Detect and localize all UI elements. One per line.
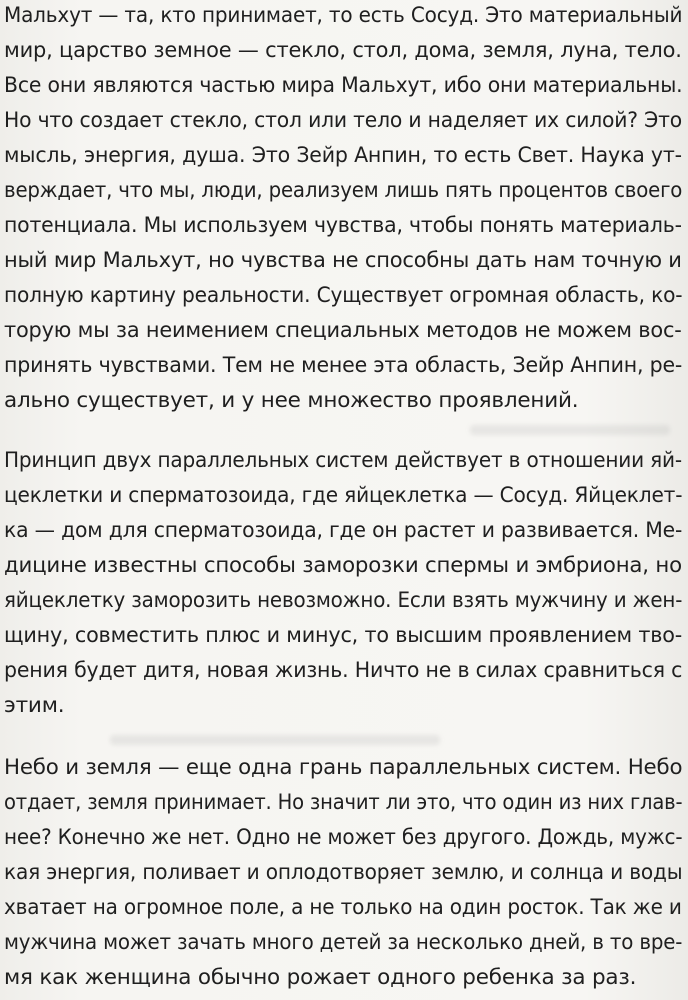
text-line: этим. (4, 693, 65, 718)
text-line: яйцеклетку заморозить невозможно. Если взять мужчину и жен- (4, 588, 683, 613)
text-line: хватает на огромное поле, а не только на один росток. Так же и (4, 895, 682, 920)
text-line: щину, совместить плюс и минус, то высшим проявлением тво- (4, 623, 683, 648)
text-line: потенциала. Мы используем чувства, чтобы понять материаль- (4, 213, 682, 238)
text-line: ный мир Мальхут, но чувства не способны дать нам точную и (4, 248, 682, 273)
text-line: мя как женщина обычно рожает одного ребенка за раз. (4, 965, 637, 990)
text-line: Мальхут — та, кто принимает, то есть Сосуд. Это материальный (4, 3, 683, 28)
text-line: Принцип двух параллельных систем действует в отношении яй- (4, 448, 682, 473)
bleed-through-mark (110, 735, 440, 745)
text-line: торую мы за неимением специальных методов не можем вос- (4, 318, 682, 343)
text-line: мужчина может зачать много детей за несколько дней, в то вре- (4, 930, 683, 955)
text-line: рения будет дитя, новая жизнь. Ничто не в силах сравниться с (4, 658, 683, 683)
bleed-through-mark (470, 425, 670, 435)
text-line: принять чувствами. Тем не менее эта область, Зейр Анпин, ре- (4, 353, 683, 378)
text-line: верждает, что мы, люди, реализуем лишь пять процентов своего (4, 178, 683, 203)
text-line: Но что создает стекло, стол или тело и наделяет их силой? Это (4, 108, 682, 133)
text-line: нее? Конечно же нет. Одно не может без другого. Дождь, мужс- (4, 825, 683, 850)
text-line: Небо и земля — еще одна грань параллельных систем. Небо (4, 755, 683, 780)
text-line: кая энергия, поливает и оплодотворяет землю, и солнца и воды (4, 860, 683, 885)
text-line: цеклетки и сперматозоида, где яйцеклетка — Сосуд. Яйцеклет- (4, 483, 683, 508)
text-line: полную картину реальности. Существует огромная область, ко- (4, 283, 683, 308)
text-line: отдает, земля принимает. Но значит ли это, что один из них глав- (4, 790, 683, 815)
text-line: мир, царство земное — стекло, стол, дома, земля, луна, тело. (4, 38, 682, 63)
text-line: ка — дом для сперматозоида, где он растет и развивается. Ме- (4, 518, 683, 543)
text-line: мысль, энергия, душа. Это Зейр Анпин, то есть Свет. Наука ут- (4, 143, 682, 168)
text-line: Все они являются частью мира Мальхут, ибо они материальны. (4, 73, 683, 98)
text-line: дицине известны способы заморозки спермы и эмбриона, но (4, 553, 682, 578)
text-line: ально существует, и у нее множество проявлений. (4, 388, 579, 413)
